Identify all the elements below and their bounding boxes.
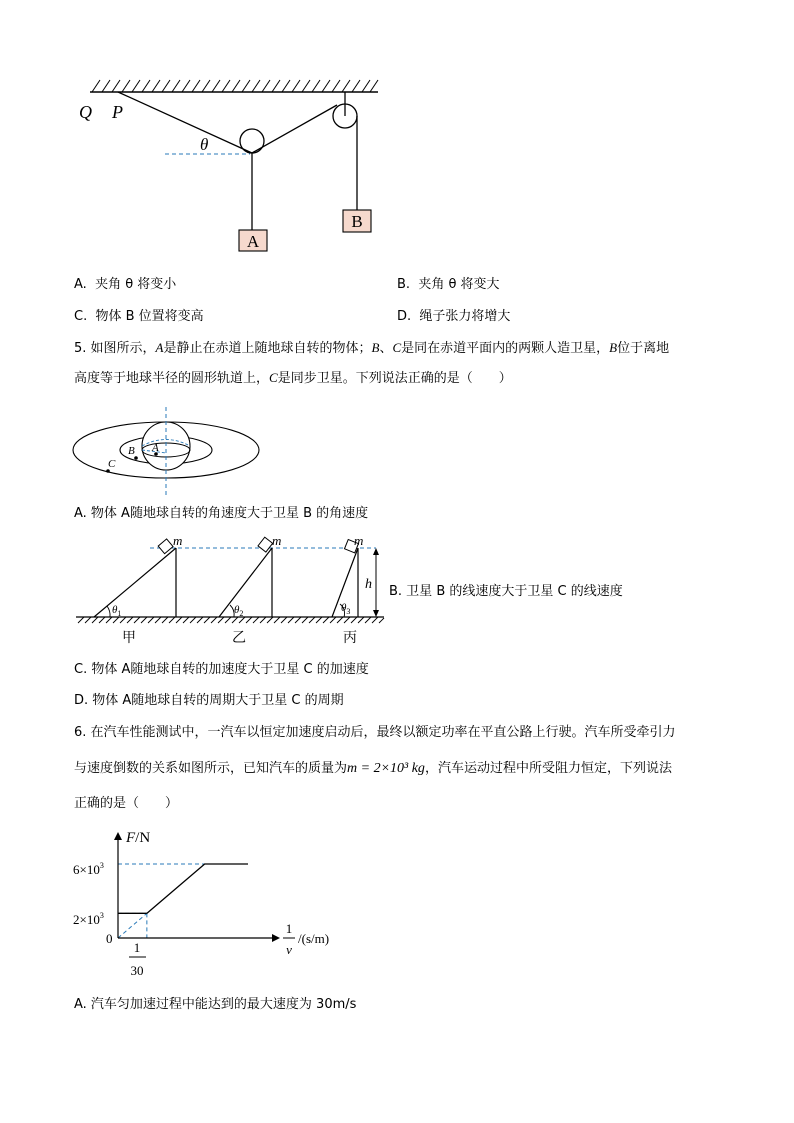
label-Q: Q <box>79 102 92 122</box>
label-A: A <box>152 442 159 454</box>
q6-stem-line3: 正确的是（ ） <box>74 796 179 811</box>
angle-arc-1 <box>107 606 110 617</box>
x-label-num: 1 <box>285 921 293 936</box>
chart-plot-area <box>118 864 248 938</box>
tick-x-num: 1 <box>133 940 141 955</box>
box-A-label: A <box>246 232 260 251</box>
pulley-figure <box>70 70 390 260</box>
m-label-1: m <box>173 533 183 548</box>
x-label-den: v <box>286 942 292 957</box>
q5-option-B: B. 卫星 B 的线速度大于卫星 C 的线速度 <box>389 584 623 599</box>
x-label-unit: /(s/m) <box>298 931 330 946</box>
movable-pulley <box>240 129 264 153</box>
label-C: C <box>108 458 116 470</box>
height-arrow-bottom <box>373 610 379 617</box>
y-axis-arrow <box>114 832 122 840</box>
block-1 <box>158 539 173 554</box>
rope-middle <box>252 105 337 153</box>
theta1-label: $\theta_1$ <box>112 604 122 618</box>
q4-option-A: A. 夹角 θ 将变小 <box>74 277 177 292</box>
theta2-label: $\theta_2$ <box>234 604 244 618</box>
orbit-figure <box>70 405 265 497</box>
point-B <box>134 456 138 460</box>
guide-origin-diagonal <box>118 913 147 938</box>
caption-bing: 丙 <box>343 631 357 646</box>
box-B-label: B <box>351 212 363 231</box>
ceiling-hatch <box>92 80 378 92</box>
label-P: P <box>112 102 123 122</box>
force-velocity-chart <box>70 826 350 986</box>
tick-label-0: 0 <box>106 931 113 946</box>
q4-option-B: B. 夹角 θ 将变大 <box>397 277 500 292</box>
tick-label-6000: $6\times 10^3$ <box>73 861 104 877</box>
incline-figure <box>74 533 389 648</box>
q6-stem-line2: 与速度倒数的关系如图所示，已知汽车的质量为m = 2×10³ kg，汽车运动过程中所受阻力恒定，下列说法 <box>74 761 672 776</box>
theta3-label: $\theta_3$ <box>341 602 351 616</box>
caption-yi: 乙 <box>232 631 246 646</box>
m-label-3: m <box>354 533 364 548</box>
q5-option-C: C. 物体 A随地球自转的加速度大于卫星 C 的加速度 <box>74 662 369 677</box>
x-axis-arrow <box>272 934 280 942</box>
label-B: B <box>128 445 135 457</box>
series-line <box>147 864 248 913</box>
h-label: h <box>365 577 372 592</box>
incline-1-slope <box>94 548 176 617</box>
q5-stem-line1: 5. 如图所示，A是静止在赤道上随地球自转的物体；B、C是同在赤道平面内的两颗人造卫星，B位于离地 <box>74 340 670 356</box>
height-arrow-top <box>373 548 379 555</box>
q5-stem-line2: 高度等于地球半径的圆形轨道上，C是同步卫星。下列说法正确的是（ ） <box>74 370 512 386</box>
incline-2-slope <box>219 548 272 617</box>
q4-option-C: C. 物体 B 位置将变高 <box>74 309 204 324</box>
tick-x-den: 30 <box>130 963 144 978</box>
tick-label-2000: $2\times 10^3$ <box>73 911 104 927</box>
y-axis-label: F/N <box>126 830 151 846</box>
q6-option-A: A. 汽车匀加速过程中能达到的最大速度为 30m/s <box>74 997 357 1012</box>
rope-left <box>118 92 252 153</box>
q5-option-D: D. 物体 A随地球自转的周期大于卫星 C 的周期 <box>74 693 344 708</box>
m-label-2: m <box>272 533 282 548</box>
q5-option-A: A. 物体 A随地球自转的角速度大于卫星 B 的角速度 <box>74 506 369 521</box>
ground-hatch <box>78 617 384 623</box>
caption-jia: 甲 <box>122 631 136 646</box>
label-theta: θ <box>200 135 209 154</box>
q6-stem-line1: 6. 在汽车性能测试中，一汽车以恒定加速度启动后，最终以额定功率在平直公路上行驶。汽车所受牵引力 <box>74 725 676 740</box>
q4-option-D: D. 绳子张力将增大 <box>397 309 511 324</box>
